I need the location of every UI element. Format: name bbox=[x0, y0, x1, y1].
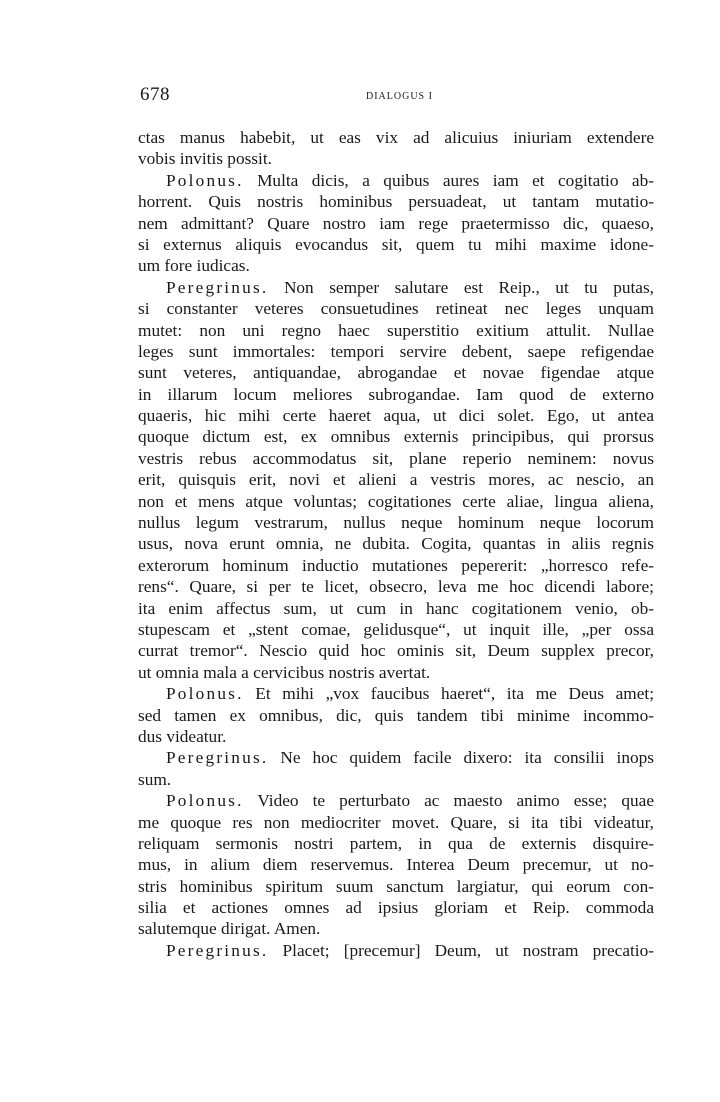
line-text: quoque dictum est, ex omnibus externis principibus, qui prorsus bbox=[138, 427, 654, 447]
text-line bbox=[138, 512, 654, 533]
page-header bbox=[138, 84, 654, 108]
page-number: 678 bbox=[140, 84, 170, 105]
line-text: sunt veteres, antiquandae, abrogandae et novae figendae atque bbox=[138, 363, 654, 383]
line-text: si constanter veteres consuetudines retineat nec leges unquam bbox=[138, 299, 654, 319]
line-text: stupescam et „stent comae, gelidusque“, ut inquit ille, „per ossa bbox=[138, 619, 654, 639]
text-line bbox=[138, 854, 654, 875]
text-line bbox=[138, 191, 654, 212]
speech-line bbox=[138, 170, 654, 191]
speaker-name: Polonus. bbox=[166, 684, 244, 704]
line-text: Video te perturbato ac maesto animo esse; quae bbox=[243, 791, 654, 811]
speaker-name: Polonus. bbox=[166, 170, 244, 190]
speaker-name: Polonus. bbox=[166, 791, 244, 811]
text-line bbox=[138, 148, 654, 169]
text-line bbox=[138, 426, 654, 447]
text-line bbox=[138, 213, 654, 234]
speech-line bbox=[138, 790, 654, 811]
line-text: Non semper salutare est Reip., ut tu putas, bbox=[268, 277, 654, 297]
line-text: me quoque res non mediocriter movet. Quare, si ita tibi videatur, bbox=[138, 812, 654, 832]
line-text: sum. bbox=[138, 769, 172, 789]
line-text: Placet; [precemur] Deum, ut nostram precatio- bbox=[268, 940, 654, 960]
speech-line bbox=[138, 683, 654, 704]
text-line bbox=[138, 405, 654, 426]
line-text: leges sunt immortales: tempori servire debent, saepe refigendae bbox=[138, 341, 654, 361]
speaker-name: Peregrinus. bbox=[166, 940, 269, 960]
line-text: reliquam sermonis nostri partem, in qua de externis disquire- bbox=[138, 833, 654, 853]
line-text: si externus aliquis evocandus sit, quem tu mihi maxime idone- bbox=[138, 234, 654, 254]
line-text: non et mens atque voluntas; cogitationes certe aliae, lingua aliena, bbox=[138, 491, 654, 511]
text-line bbox=[138, 705, 654, 726]
line-text: dus videatur. bbox=[138, 726, 227, 746]
text-line bbox=[138, 127, 654, 148]
text-line bbox=[138, 812, 654, 833]
text-line bbox=[138, 640, 654, 661]
line-text: vobis invitis possit. bbox=[138, 149, 272, 169]
speech-line bbox=[138, 940, 654, 961]
line-text: Ne hoc quidem facile dixero: ita consilii inops bbox=[268, 748, 654, 768]
line-text: mutet: non uni regno haec superstitio exitium attulit. Nullae bbox=[138, 320, 654, 340]
text-line bbox=[138, 234, 654, 255]
text-line bbox=[138, 255, 654, 276]
text-line bbox=[138, 469, 654, 490]
line-text: um fore iudicas. bbox=[138, 256, 250, 276]
text-line bbox=[138, 298, 654, 319]
text-line bbox=[138, 918, 654, 939]
line-text: usus, nova erunt omnia, ne dubita. Cogita, quantas in aliis regnis bbox=[138, 534, 654, 554]
text-line bbox=[138, 341, 654, 362]
text-line bbox=[138, 533, 654, 554]
line-text: exterorum hominum inductio mutationes pepererit: „horresco refe- bbox=[138, 555, 654, 575]
text-line bbox=[138, 555, 654, 576]
body-text bbox=[138, 127, 654, 961]
line-text: stris hominibus spiritum suum sanctum largiatur, qui eorum con- bbox=[138, 876, 654, 896]
line-text: rens“. Quare, si per te licet, obsecro, leva me hoc dicendi labore; bbox=[138, 577, 654, 597]
line-text: nem admittant? Quare nostro iam rege praetermisso dic, quaeso, bbox=[138, 213, 654, 233]
line-text: Multa dicis, a quibus aures iam et cogitatio ab- bbox=[243, 170, 654, 190]
text-line bbox=[138, 576, 654, 597]
text-line bbox=[138, 320, 654, 341]
line-text: erit, quisquis erit, novi et alieni a vestris mores, ac nescio, an bbox=[138, 470, 654, 490]
speech-line bbox=[138, 277, 654, 298]
line-text: currat tremor“. Nescio quid hoc ominis sit, Deum supplex precor, bbox=[138, 641, 654, 661]
line-text: ita enim affectus sum, ut cum in hanc cogitationem venio, ob- bbox=[138, 598, 654, 618]
text-line bbox=[138, 448, 654, 469]
text-line bbox=[138, 897, 654, 918]
line-text: silia et actiones omnes ad ipsius gloriam et Reip. commoda bbox=[138, 898, 654, 918]
line-text: sed tamen ex omnibus, dic, quis tandem tibi minime incommo- bbox=[138, 705, 654, 725]
speech-line bbox=[138, 747, 654, 768]
text-line bbox=[138, 384, 654, 405]
line-text: in illarum locum meliores subrogandae. Iam quod de externo bbox=[138, 384, 654, 404]
text-line bbox=[138, 619, 654, 640]
running-head: DIALOGUS I bbox=[366, 91, 433, 102]
line-text: Et mihi „vox faucibus haeret“, ita me Deus amet; bbox=[243, 684, 654, 704]
line-text: ctas manus habebit, ut eas vix ad alicuius iniuriam extendere bbox=[138, 128, 654, 147]
line-text: salutemque dirigat. Amen. bbox=[138, 919, 321, 939]
speaker-name: Peregrinus. bbox=[166, 748, 269, 768]
text-line bbox=[138, 726, 654, 747]
text-line bbox=[138, 833, 654, 854]
text-line bbox=[138, 598, 654, 619]
line-text: ut omnia mala a cervicibus nostris avertat. bbox=[138, 662, 431, 682]
line-text: nullus legum vestrarum, nullus neque hominum neque locorum bbox=[138, 513, 654, 533]
line-text: quaeris, hic mihi certe haeret aqua, ut dici solet. Ego, ut antea bbox=[138, 406, 654, 426]
text-line bbox=[138, 491, 654, 512]
text-line bbox=[138, 769, 654, 790]
speaker-name: Peregrinus. bbox=[166, 277, 269, 297]
line-text: horrent. Quis nostris hominibus persuadeat, ut tantam mutatio- bbox=[138, 192, 654, 212]
text-line bbox=[138, 662, 654, 683]
line-text: vestris rebus accommodatus sit, plane reperio neminem: novus bbox=[138, 448, 654, 468]
line-text: mus, in alium diem reservemus. Interea Deum precemur, ut no- bbox=[138, 855, 654, 875]
text-line bbox=[138, 876, 654, 897]
text-line bbox=[138, 362, 654, 383]
